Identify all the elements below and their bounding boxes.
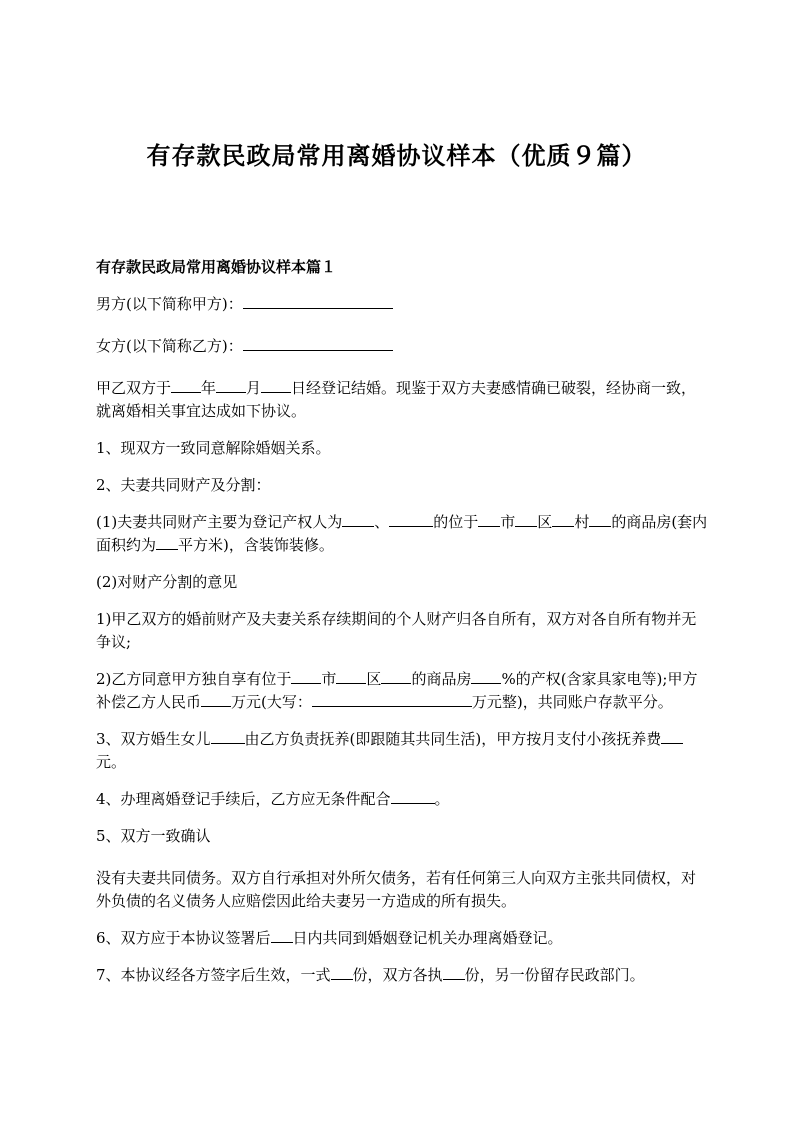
- text-span: 区: [366, 670, 382, 688]
- district-blank: [515, 511, 537, 527]
- city-blank: [478, 511, 500, 527]
- item-7: [96, 964, 708, 987]
- days-blank: [271, 927, 293, 943]
- item-3: [96, 728, 708, 774]
- year-blank: [171, 377, 201, 393]
- text-span: 万元整)，共同账户存款平分。: [471, 693, 673, 711]
- item-5: 5、双方一致确认: [96, 827, 211, 845]
- amount-blank: [201, 691, 231, 707]
- item-6: [96, 927, 708, 950]
- village-blank: [552, 511, 574, 527]
- text-span: 元。: [96, 753, 127, 771]
- party-a-label: 男方(以下简称甲方)：: [96, 295, 243, 313]
- text-span: %的产权(含家具家电等);甲方补偿乙方人民币: [96, 670, 698, 711]
- text-span: 。: [434, 790, 450, 808]
- copies-blank: [331, 964, 353, 980]
- item-2-1: [96, 511, 708, 557]
- item-2-2-2: [96, 668, 708, 714]
- text-span: 2)乙方同意甲方独自享有位于: [96, 670, 292, 688]
- owner-blank-1: [342, 511, 374, 527]
- text-span: 份，双方各执: [352, 966, 443, 984]
- text-span: 4、办理离婚登记手续后，乙方应无条件配合: [96, 790, 391, 808]
- document-title: 有存款民政局常用离婚协议样本（优质９篇）: [146, 142, 647, 170]
- text-span: (1)夫妻共同财产主要为登记产权人为: [96, 513, 343, 531]
- intro-paragraph: [96, 377, 708, 423]
- text-span: 日经登记结婚。现鉴于双方夫妻感情确已破裂，经协商一致，就离婚相关事宜达成如下协议。: [96, 379, 697, 420]
- text-span: 的位于: [433, 513, 479, 531]
- text-span: 的商品房: [411, 670, 472, 688]
- percent-blank: [471, 668, 501, 684]
- daughter-name-blank: [211, 728, 245, 744]
- item-5-body: 没有夫妻共同债务。双方自行承担对外所欠债务，若有任何第三人向双方主张共同债权，对外负债的名义债务人应赔偿因此给夫妻另一方造成的所有损失。: [96, 869, 697, 910]
- text-span: 村: [574, 513, 590, 531]
- city-blank: [291, 668, 321, 684]
- text-span: 万元(大写：: [231, 693, 312, 711]
- text-span: 平方米)，含装饰装修。: [178, 536, 334, 554]
- area-blank: [156, 534, 178, 550]
- house-blank: [381, 668, 411, 684]
- month-blank: [216, 377, 246, 393]
- support-amount-blank: [661, 728, 683, 744]
- text-span: 日内共同到婚姻登记机关办理离婚登记。: [292, 929, 563, 947]
- text-span: 市: [500, 513, 516, 531]
- text-span: 甲乙双方于: [96, 379, 172, 397]
- text-span: 、: [374, 513, 390, 531]
- party-a-line: [96, 293, 708, 316]
- party-b-label: 女方(以下简称乙方)：: [96, 337, 243, 355]
- item-2-2: (2)对财产分割的意见: [96, 573, 238, 591]
- owner-blank-2: [389, 511, 433, 527]
- item-2: 2、夫妻共同财产及分割：: [96, 476, 271, 494]
- text-span: 3、双方婚生女儿: [96, 730, 211, 748]
- amount-words-blank: [312, 691, 472, 707]
- text-span: 6、双方应于本协议签署后: [96, 929, 271, 947]
- text-span: 月: [246, 379, 262, 397]
- village-name-blank: [589, 511, 611, 527]
- section-heading: 有存款民政局常用离婚协议样本篇１: [96, 258, 337, 276]
- item-1: 1、现双方一致同意解除婚姻关系。: [96, 439, 331, 457]
- item-4: [96, 788, 708, 811]
- text-span: 7、本协议经各方签字后生效，一式: [96, 966, 331, 984]
- district-blank: [336, 668, 366, 684]
- text-span: 的商品房(套内面积约为: [96, 513, 708, 554]
- text-span: 区: [537, 513, 553, 531]
- cooperation-blank: [391, 788, 435, 804]
- party-b-blank: [243, 335, 393, 351]
- party-a-blank: [243, 293, 393, 309]
- text-span: 市: [321, 670, 337, 688]
- each-copies-blank: [443, 964, 465, 980]
- text-span: 份，另一份留存民政部门。: [464, 966, 645, 984]
- document-body: [96, 256, 708, 1001]
- day-blank: [261, 377, 291, 393]
- text-span: 年: [201, 379, 217, 397]
- party-b-line: [96, 335, 708, 358]
- text-span: 由乙方负责抚养(即跟随其共同生活)，甲方按月支付小孩抚养费: [244, 730, 662, 748]
- item-2-2-1: 1)甲乙双方的婚前财产及夫妻关系存续期间的个人财产归各自所有，双方对各自所有物并无争议;: [96, 610, 697, 651]
